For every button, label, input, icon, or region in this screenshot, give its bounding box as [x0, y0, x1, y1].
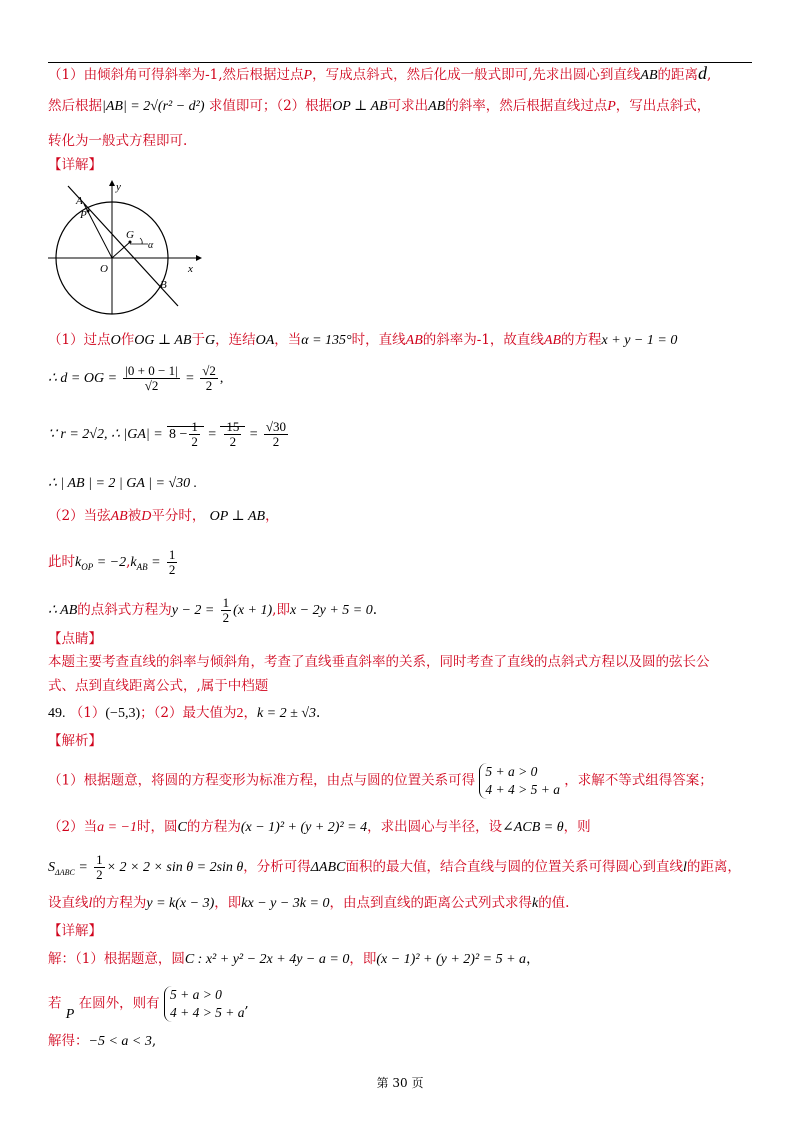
math-range: (−5,3): [105, 706, 141, 721]
text: （1）过点: [48, 332, 111, 348]
math-eq: y − 2 =: [171, 603, 215, 618]
math-g: G: [204, 333, 216, 348]
fraction: [123, 364, 179, 393]
math-k: k = 2 ± √3: [256, 706, 316, 721]
math-circle-eq: (x − 1)² + (y + 2)² = 4: [240, 820, 368, 835]
label-p: P: [80, 209, 87, 221]
q49-answer: [48, 704, 320, 723]
numerator: √30: [265, 419, 287, 434]
math-op-perp-ab: OP ⊥ AB: [209, 509, 266, 524]
text: 于: [191, 332, 205, 348]
math-l: l: [88, 896, 93, 911]
text: 的斜率，然后根据直线过点: [445, 98, 608, 114]
denominator: 2: [96, 867, 103, 882]
text: 被: [127, 508, 142, 524]
solution-line-4: [48, 474, 197, 493]
math-line-eq: y = k(x − 3): [146, 896, 215, 911]
label-alpha: α: [148, 240, 154, 251]
analysis2-line-4: [48, 894, 569, 913]
top-rule: [48, 62, 752, 63]
text: ，: [526, 951, 540, 967]
math-c: C: [177, 820, 187, 835]
text: （1）: [69, 705, 106, 721]
solution-line-5: [48, 507, 279, 526]
solution-line-6: [48, 548, 179, 577]
math-general-eq: kx − y − 3k = 0: [241, 896, 330, 911]
math-area: [48, 860, 88, 875]
inequality-1: 5 + a > 0: [169, 987, 222, 1002]
math-alpha: α = 135°: [301, 333, 352, 348]
section-header: 【解析】: [48, 733, 102, 749]
fraction: [189, 420, 200, 449]
solution-line-2: [48, 364, 223, 393]
text: ，求出圆心与半径，设: [367, 819, 503, 835]
text: 若: [48, 995, 62, 1012]
fraction: [167, 548, 178, 577]
text: （1）根据题意，将圆的方程变形为标准方程，由点与圆的位置关系可得: [48, 772, 476, 789]
text: ，即: [349, 951, 377, 967]
text: 平分时，: [151, 508, 206, 524]
analysis-header: [48, 732, 102, 750]
fraction: [224, 420, 241, 449]
text: 时，直线: [351, 332, 406, 348]
comment-line-1: [48, 653, 710, 671]
text: （1）由倾斜角可得斜率为-1,然后根据过点: [48, 67, 304, 83]
text: 此时: [48, 554, 75, 570]
text: ；（2）最大值为: [140, 705, 237, 721]
text: （2）当弦: [48, 508, 111, 524]
denominator: 2: [168, 562, 176, 577]
sqrt-expr: [220, 419, 245, 450]
math-a-value: a = −1: [97, 820, 137, 835]
math-solution-range: −5 < a < 3: [88, 1034, 152, 1049]
math-d: D: [141, 509, 152, 524]
numerator: 1: [96, 852, 103, 867]
question-number: 49.: [48, 706, 66, 721]
analysis-line-2: [48, 97, 710, 116]
section-header: 【详解】: [48, 157, 102, 173]
label-o: O: [100, 263, 108, 275]
math-circle-eq: C : x² + y² − 2x + 4y − a = 0: [184, 952, 350, 967]
text: 的方程: [561, 332, 602, 348]
numerator: 15: [226, 419, 240, 435]
point-p: [87, 210, 90, 213]
text: 可求出: [387, 98, 429, 114]
inequality-2: 4 + 4 > 5 + a: [169, 1005, 245, 1020]
formula-ab-length: |AB| = 2√(r² − d²): [102, 99, 205, 114]
section-header: 【点睛】: [48, 631, 102, 647]
text: 的值.: [538, 895, 570, 911]
numerator: √2: [202, 363, 216, 378]
inequality-2: 4 + 4 > 5 + a: [485, 782, 560, 797]
math-ab: AB: [110, 509, 128, 524]
equals: =: [78, 860, 88, 875]
separator: ,: [126, 554, 131, 570]
math-op-perp-ab: OP ⊥ AB: [332, 99, 388, 114]
page-footer: [0, 1074, 800, 1091]
math-k: k: [531, 896, 539, 911]
text: 求值即可；（2）根据: [208, 98, 333, 114]
text: 的斜率为-1，故直线: [422, 332, 544, 348]
math-ab: ∴ AB: [48, 603, 78, 618]
text: 的点斜式方程为: [77, 602, 172, 618]
denominator: 2: [229, 434, 237, 450]
solution2-line-3: [48, 1032, 156, 1051]
math-eq: (x + 1): [233, 603, 273, 618]
math-oa: OA: [255, 333, 275, 348]
sqrt-expr: [167, 419, 204, 450]
text: ，: [243, 705, 257, 721]
math-ga-eq: , ∴ |GA| =: [104, 427, 163, 442]
equals: =: [208, 427, 217, 442]
text: ,: [244, 995, 249, 1012]
text: 然后根据: [48, 98, 102, 114]
label-y: y: [116, 181, 121, 193]
equals: =: [151, 555, 161, 570]
text: （2）当: [48, 819, 98, 835]
analysis2-line-3: [48, 853, 741, 882]
text: 的方程为: [186, 819, 241, 835]
text: ,即: [272, 602, 290, 618]
detail-header-2: [48, 922, 102, 940]
math-ab: AB: [428, 99, 446, 114]
text: 的方程为: [92, 895, 147, 911]
math-l: l: [682, 860, 687, 875]
math-standard-eq: (x − 1)² + (y + 2)² = 5 + a: [376, 952, 527, 967]
analysis2-line-1: [48, 763, 713, 799]
comment-line-2: [48, 677, 268, 695]
math-ab-length: ∴ | AB | = 2 | GA | = √30 .: [48, 476, 198, 491]
math-r-eq: ∵ r = 2√2: [48, 427, 104, 442]
subscript: OP: [81, 561, 94, 572]
text: ，则: [563, 819, 591, 835]
math-p: P: [65, 1006, 75, 1022]
solution-line-3: [48, 420, 290, 449]
text: ，连结: [215, 332, 256, 348]
period: .: [372, 602, 378, 618]
label-x: x: [188, 263, 193, 275]
inequality-system: [164, 986, 245, 1022]
denominator: 2: [272, 434, 280, 449]
math-area-rest: × 2 × 2 × sin θ = 2sin θ: [106, 860, 244, 875]
k: k: [75, 555, 82, 570]
denominator: 2: [222, 610, 230, 625]
solution-line-1: [48, 331, 677, 350]
numerator: |0 + 0 − 1|: [125, 363, 178, 378]
detail-header-1: [48, 156, 102, 174]
text: 式、点到直线距离公式，,属于中档题: [48, 678, 269, 694]
text: 作: [120, 332, 135, 348]
inequality-1: 5 + a > 0: [485, 764, 538, 779]
text: 的距离: [657, 67, 698, 83]
math-ab: AB: [640, 68, 658, 83]
math-kab: [130, 555, 160, 570]
numerator: 1: [191, 419, 198, 435]
text: 转化为一般式方程即可.: [48, 133, 188, 149]
comment-header: [48, 630, 102, 648]
k: k: [130, 555, 137, 570]
x-axis-arrow: [196, 255, 202, 261]
fraction: [200, 364, 218, 393]
numerator: 1: [222, 595, 230, 610]
subscript: AB: [136, 561, 148, 572]
label-g: G: [126, 229, 134, 241]
subscript: ΔABC: [55, 867, 75, 877]
text: ，当: [274, 332, 302, 348]
numerator: 1: [168, 547, 176, 562]
text: 时，圆: [137, 819, 178, 835]
math-ab: AB: [405, 333, 423, 348]
inequality-system: [479, 763, 560, 799]
text: ，写出点斜式，: [615, 98, 711, 114]
text: ，即: [214, 895, 242, 911]
math-d: d: [698, 63, 707, 83]
label-b: B: [160, 279, 167, 291]
text: 面积的最大值，结合直线与圆的位置关系可得圆心到直线: [345, 859, 683, 875]
text: 的距离，: [686, 859, 741, 875]
text: ,: [707, 67, 712, 83]
analysis-line-3: [48, 132, 187, 150]
math-o: O: [110, 333, 121, 348]
solution2-line-2: [48, 986, 249, 1022]
value: = −2: [96, 555, 127, 570]
text: 在圆外，则有: [78, 995, 160, 1012]
fraction: [221, 596, 232, 625]
denominator: 2: [205, 378, 213, 393]
text: ，分析可得: [243, 859, 311, 875]
text: 解得：: [48, 1033, 89, 1049]
math-kop: [75, 555, 126, 570]
section-header: 【详解】: [48, 923, 102, 939]
text: 本题主要考查直线的斜率与倾斜角，考查了直线垂直斜率的关系，同时考查了直线的点斜式方程以及圆的弦长公: [48, 654, 710, 670]
math-og-perp-ab: OG ⊥ AB: [134, 333, 192, 348]
period: .: [316, 705, 321, 721]
label-a: A: [76, 195, 83, 207]
text: ，: [265, 508, 279, 524]
fraction: [264, 420, 288, 449]
circle-diagram: [48, 178, 208, 318]
text: ，求解不等式组得答案；: [564, 772, 713, 789]
analysis2-line-2: [48, 818, 591, 837]
solution2-line-1: [48, 950, 540, 969]
math-triangle: ΔABC: [310, 860, 346, 875]
text: 解：（1）根据题意，圆: [48, 951, 185, 967]
math-d-eq: ∴ d = OG =: [48, 371, 118, 386]
text: 设直线: [48, 895, 89, 911]
page-number: 第 30 页: [376, 1076, 424, 1090]
equals: =: [249, 427, 258, 442]
text: ，由点到直线的距离公式列式求得: [329, 895, 532, 911]
math-general-eq: x − 2y + 5 = 0: [289, 603, 373, 618]
y-axis-arrow: [109, 180, 115, 186]
math-p: P: [607, 99, 616, 114]
denominator: √2: [144, 378, 159, 393]
analysis-line-1: [48, 64, 711, 85]
math-p: P: [303, 68, 313, 83]
text: ,: [151, 1033, 157, 1049]
comma: ,: [219, 371, 224, 386]
fraction: [94, 853, 105, 882]
radicand: 8 −: [169, 427, 188, 442]
solution-line-7: [48, 596, 377, 625]
math-line-eq: x + y − 1 = 0: [601, 333, 678, 348]
angle-arc: [140, 238, 142, 244]
s: S: [48, 860, 55, 875]
text: ，写成点斜式，然后化成一般式即可,先求出圆心到直线: [312, 67, 641, 83]
math-max: 2: [236, 706, 244, 721]
equals: =: [186, 371, 194, 386]
denominator: 2: [191, 434, 198, 450]
math-angle: ∠ACB = θ: [502, 820, 564, 835]
math-ab: AB: [543, 333, 562, 348]
